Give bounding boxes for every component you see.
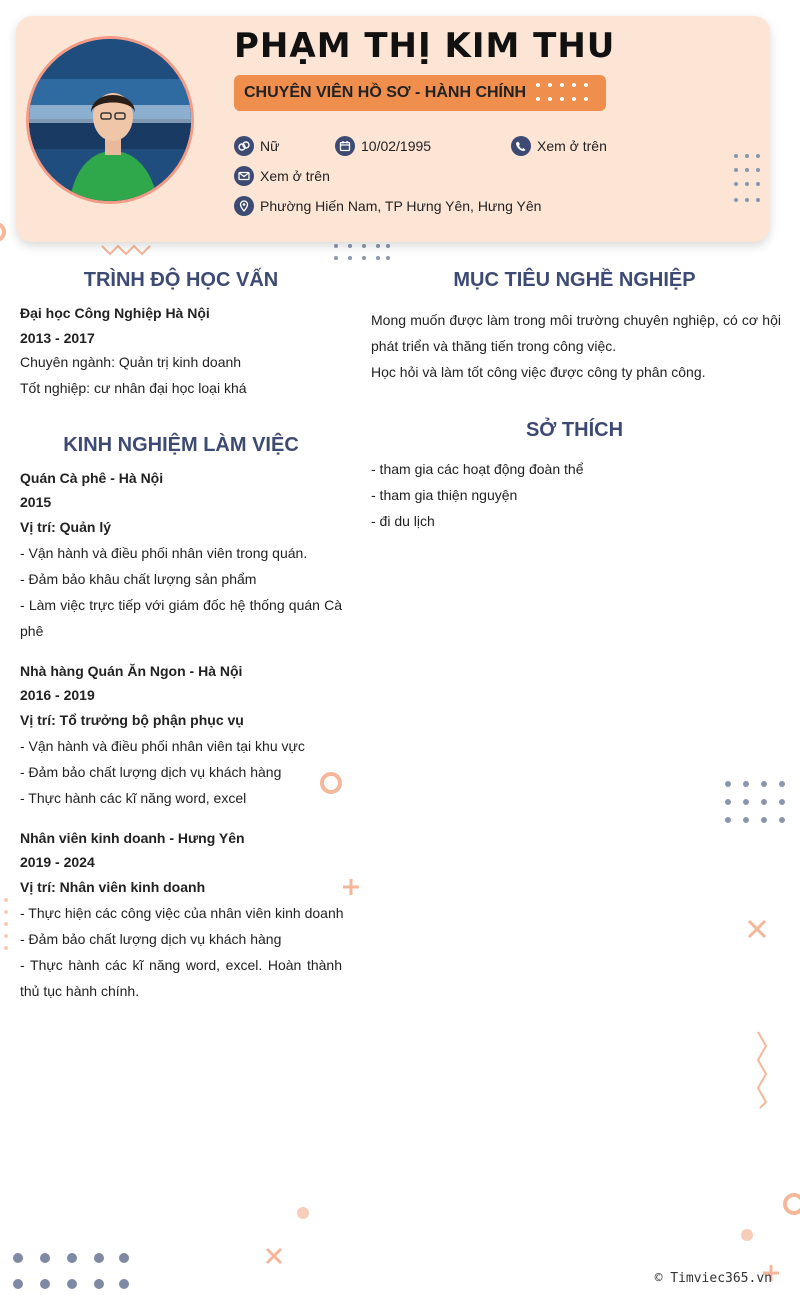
- job-task: - Thực hành các kĩ năng word, excel. Hoàn thành thủ tục hành chính.: [20, 957, 342, 999]
- decor-circle-icon: [740, 1228, 754, 1242]
- job-position: Vị trí: Nhân viên kinh doanh: [20, 879, 206, 895]
- job-task: - Thực hành các kĩ năng word, excel: [20, 790, 247, 806]
- profile-photo-icon: [29, 39, 194, 204]
- decor-ring-icon: [318, 770, 344, 796]
- job-task: - Thực hiện các công việc của nhân viên kinh doanh: [20, 905, 344, 921]
- education-period: 2013 - 2017: [20, 330, 95, 346]
- objective-title: MỤC TIÊU NGHỀ NGHIỆP: [453, 269, 696, 291]
- education-graduation: Tốt nghiệp: cư nhân đại học loại khá: [20, 380, 247, 396]
- decor-dots-icon: [720, 776, 790, 828]
- phone-value: Xem ở trên: [537, 138, 607, 154]
- location-pin-icon: [234, 196, 254, 216]
- hobby-item: - tham gia các hoạt động đoàn thể: [371, 461, 584, 477]
- objective-text: Học hỏi và làm tốt công việc được công ty phân công.: [371, 364, 706, 380]
- gender-icon: [234, 136, 254, 156]
- decor-dots-icon: [732, 152, 762, 208]
- decor-dots-icon: [0, 896, 12, 958]
- candidate-name: PHẠM THỊ KIM THU: [234, 26, 616, 66]
- objective-text: Mong muốn được làm trong môi trường chuyên nghiệp, có cơ hội phát triển và thăng tiến trong công việc.: [371, 312, 781, 354]
- decor-circle-icon: [296, 1206, 310, 1220]
- job-task: - Đảm bảo khâu chất lượng sản phẩm: [20, 571, 257, 587]
- experience-title: KINH NGHIỆM LÀM VIỆC: [63, 434, 299, 456]
- job-task: - Vận hành và điều phối nhân viên trong quán.: [20, 545, 308, 561]
- job-period: 2019 - 2024: [20, 854, 95, 870]
- job-title-badge: [234, 75, 606, 111]
- address-value: Phường Hiến Nam, TP Hưng Yên, Hưng Yên: [260, 198, 542, 214]
- gender-row: [234, 136, 279, 156]
- job-company: Quán Cà phê - Hà Nội: [20, 470, 164, 486]
- job-company: Nhà hàng Quán Ăn Ngon - Hà Nội: [20, 663, 243, 679]
- phone-row: [511, 136, 607, 156]
- birthdate-value: 10/02/1995: [361, 138, 432, 154]
- decor-zigzag-icon: [100, 244, 156, 256]
- decor-cross-icon: [746, 918, 768, 940]
- address-row: [234, 196, 541, 216]
- job-position: Vị trí: Tổ trưởng bộ phận phục vụ: [20, 712, 244, 728]
- phone-icon: [511, 136, 531, 156]
- job-period: 2016 - 2019: [20, 687, 95, 703]
- decor-zigzag-icon: [754, 1030, 770, 1110]
- hobby-item: - tham gia thiện nguyện: [371, 487, 518, 503]
- job-period: 2015: [20, 494, 52, 510]
- education-school: Đại học Công Nghiệp Hà Nội: [20, 305, 210, 321]
- avatar: [26, 36, 194, 204]
- decor-dots-icon: [534, 81, 590, 105]
- email-value: Xem ở trên: [260, 168, 330, 184]
- education-major: Chuyên ngành: Quản trị kinh doanh: [20, 354, 242, 370]
- education-title: TRÌNH ĐỘ HỌC VẤN: [83, 269, 279, 291]
- decor-ring-icon: [0, 218, 14, 246]
- decor-cross-icon: [264, 1246, 284, 1266]
- job-company: Nhân viên kinh doanh - Hưng Yên: [20, 830, 245, 846]
- decor-dots-icon: [10, 1250, 134, 1292]
- hobbies-title: SỞ THÍCH: [525, 419, 624, 441]
- decor-ring-icon: [780, 1190, 800, 1220]
- gender-value: Nữ: [260, 138, 280, 154]
- job-position: Vị trí: Quản lý: [20, 519, 112, 535]
- footer-copyright: © Timviec365.vn: [654, 1271, 772, 1286]
- email-row: [234, 166, 330, 186]
- decor-plus-icon: [342, 878, 360, 896]
- job-task: - Làm việc trực tiếp với giám đốc hệ thống quán Cà phê: [20, 597, 342, 639]
- email-icon: [234, 166, 254, 186]
- job-task: - Đảm bảo chất lượng dịch vụ khách hàng: [20, 764, 282, 780]
- job-task: - Vận hành và điều phối nhân viên tại khu vực: [20, 738, 305, 754]
- job-task: - Đảm bảo chất lượng dịch vụ khách hàng: [20, 931, 282, 947]
- birthdate-row: [335, 136, 431, 156]
- calendar-icon: [335, 136, 355, 156]
- hobby-item: - đi du lịch: [371, 513, 435, 529]
- job-title: CHUYÊN VIÊN HỒ SƠ - HÀNH CHÍNH: [244, 84, 527, 101]
